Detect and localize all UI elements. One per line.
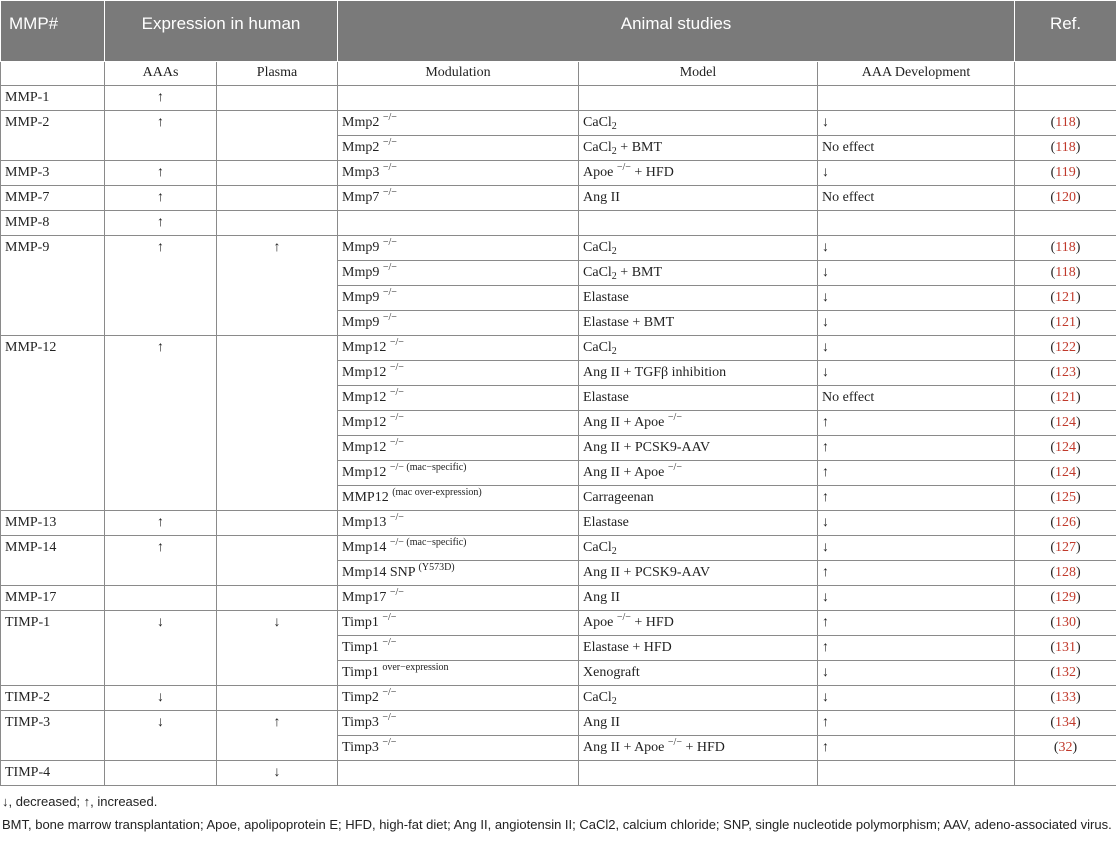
table-row: [1, 761, 1116, 786]
cell-model: CaCl$_2$: [579, 686, 818, 711]
cell-model: CaCl$_2$: [579, 336, 818, 361]
cell-ref: (118): [1015, 136, 1116, 161]
modulation-name: Mmp9: [342, 265, 380, 280]
cell-ref: (126): [1015, 511, 1116, 536]
cell-ref: (118): [1015, 111, 1116, 136]
cell-aaas: ↑: [105, 511, 217, 536]
table-notes: [0, 786, 1116, 835]
modulation-superscript: −/−: [389, 587, 404, 598]
subheader-empty: [1, 62, 105, 86]
cell-model: CaCl$_2$ + BMT: [579, 136, 818, 161]
modulation-superscript: −/−: [382, 162, 397, 173]
cell-development: ↓: [818, 236, 1015, 261]
cell-development: No effect: [818, 386, 1015, 411]
cell-mmp: TIMP-4: [1, 761, 105, 786]
reference-link[interactable]: 122: [1055, 340, 1077, 355]
cell-modulation: [338, 111, 579, 136]
header-row: [1, 1, 1116, 62]
header-ref: Ref.: [1015, 1, 1116, 62]
cell-aaas: ↓: [105, 711, 217, 761]
reference-link[interactable]: 121: [1055, 390, 1077, 405]
cell-plasma: ↑: [217, 236, 338, 336]
reference-link[interactable]: 128: [1055, 565, 1077, 580]
modulation-name: Mmp17: [342, 590, 387, 605]
modulation-name: Timp3: [342, 740, 379, 755]
cell-plasma: [217, 336, 338, 511]
reference-link[interactable]: 118: [1055, 140, 1076, 155]
cell-mmp: MMP-13: [1, 511, 105, 536]
cell-development: ↓: [818, 361, 1015, 386]
cell-mmp: MMP-7: [1, 186, 105, 211]
cell-ref: (122): [1015, 336, 1116, 361]
cell-development: ↑: [818, 561, 1015, 586]
reference-link[interactable]: 130: [1055, 615, 1077, 630]
cell-development: [818, 211, 1015, 236]
cell-plasma: [217, 511, 338, 536]
table-body: [1, 86, 1116, 786]
cell-modulation: [338, 286, 579, 311]
cell-development: ↓: [818, 686, 1015, 711]
cell-modulation: [338, 161, 579, 186]
cell-development: [818, 761, 1015, 786]
cell-development: ↓: [818, 511, 1015, 536]
subheader-ref-empty: [1015, 62, 1116, 86]
cell-ref: (123): [1015, 361, 1116, 386]
cell-modulation: [338, 461, 579, 486]
cell-modulation: [338, 486, 579, 511]
cell-ref: [1015, 211, 1116, 236]
cell-model: CaCl$_2$ + BMT: [579, 261, 818, 286]
cell-mmp: MMP-2: [1, 111, 105, 161]
modulation-name: Mmp7: [342, 190, 380, 205]
cell-ref: (121): [1015, 386, 1116, 411]
cell-ref: (129): [1015, 586, 1116, 611]
cell-modulation: [338, 611, 579, 636]
cell-mmp: MMP-3: [1, 161, 105, 186]
modulation-superscript: −/−: [382, 287, 397, 298]
modulation-name: Mmp12: [342, 415, 387, 430]
cell-mmp: MMP-1: [1, 86, 105, 111]
cell-ref: (120): [1015, 186, 1116, 211]
header-animal-studies: Animal studies: [338, 1, 1015, 62]
reference-link[interactable]: 124: [1055, 465, 1077, 480]
reference-link[interactable]: 125: [1055, 490, 1077, 505]
modulation-name: Timp1: [342, 615, 379, 630]
cell-model: [579, 761, 818, 786]
modulation-name: Mmp12: [342, 465, 387, 480]
cell-model: Elastase + HFD: [579, 636, 818, 661]
cell-aaas: ↑: [105, 111, 217, 161]
cell-model: Ang II: [579, 586, 818, 611]
cell-ref: [1015, 86, 1116, 111]
modulation-name: MMP12: [342, 490, 389, 505]
cell-development: ↑: [818, 486, 1015, 511]
reference-link[interactable]: 129: [1055, 590, 1077, 605]
cell-aaas: ↓: [105, 611, 217, 686]
reference-link[interactable]: 124: [1055, 440, 1077, 455]
table-row: [1, 236, 1116, 261]
cell-ref: (124): [1015, 411, 1116, 436]
cell-ref: (132): [1015, 661, 1116, 686]
cell-mmp: MMP-8: [1, 211, 105, 236]
reference-link[interactable]: 118: [1055, 240, 1076, 255]
modulation-superscript: −/−: [389, 387, 404, 398]
cell-aaas: ↑: [105, 336, 217, 511]
cell-modulation: [338, 311, 579, 336]
cell-ref: (131): [1015, 636, 1116, 661]
table-row: [1, 536, 1116, 561]
legend-note: ↓, decreased; ↑, increased.: [2, 794, 158, 809]
modulation-name: Mmp12: [342, 340, 387, 355]
subheader-aaas: AAAs: [105, 62, 217, 86]
cell-mmp: MMP-9: [1, 236, 105, 336]
modulation-superscript: −/−: [382, 187, 397, 198]
cell-mmp: MMP-17: [1, 586, 105, 611]
modulation-superscript: −/−: [382, 737, 397, 748]
cell-ref: (133): [1015, 686, 1116, 711]
cell-aaas: ↑: [105, 161, 217, 186]
reference-link[interactable]: 127: [1055, 540, 1077, 555]
cell-ref: (128): [1015, 561, 1116, 586]
cell-development: ↓: [818, 536, 1015, 561]
cell-development: ↓: [818, 261, 1015, 286]
cell-model: [579, 86, 818, 111]
cell-model: [579, 211, 818, 236]
cell-ref: (125): [1015, 486, 1116, 511]
subheader-row: [1, 62, 1116, 86]
cell-aaas: ↑: [105, 236, 217, 336]
table-row: [1, 711, 1116, 736]
cell-ref: [1015, 761, 1116, 786]
cell-development: No effect: [818, 136, 1015, 161]
subheader-development: AAA Development: [818, 62, 1015, 86]
cell-model: Apoe −/− + HFD: [579, 161, 818, 186]
modulation-name: Mmp2: [342, 140, 380, 155]
cell-model: CaCl$_2$: [579, 536, 818, 561]
cell-modulation: [338, 561, 579, 586]
cell-development: No effect: [818, 186, 1015, 211]
modulation-superscript: −/− (mac−specific): [389, 537, 467, 548]
reference-link[interactable]: 132: [1055, 665, 1077, 680]
table-row: [1, 611, 1116, 636]
cell-development: ↑: [818, 636, 1015, 661]
subheader-modulation: Modulation: [338, 62, 579, 86]
cell-model: Carrageenan: [579, 486, 818, 511]
modulation-name: Timp3: [342, 715, 379, 730]
reference-link[interactable]: 120: [1055, 190, 1077, 205]
cell-plasma: ↑: [217, 711, 338, 761]
subheader-plasma: Plasma: [217, 62, 338, 86]
cell-model: Ang II + Apoe −/− + HFD: [579, 736, 818, 761]
reference-link[interactable]: 134: [1055, 715, 1077, 730]
cell-plasma: ↓: [217, 761, 338, 786]
reference-link[interactable]: 121: [1055, 315, 1077, 330]
cell-model: Xenograft: [579, 661, 818, 686]
modulation-superscript: −/− (mac−specific): [389, 462, 467, 473]
modulation-name: Mmp14 SNP: [342, 565, 416, 580]
cell-development: ↓: [818, 336, 1015, 361]
modulation-superscript: −/−: [382, 687, 397, 698]
modulation-name: Timp1: [342, 640, 379, 655]
table-row: [1, 86, 1116, 111]
table-row: [1, 211, 1116, 236]
table-row: [1, 186, 1116, 211]
table-row: [1, 686, 1116, 711]
cell-model: Elastase: [579, 286, 818, 311]
cell-model: Elastase: [579, 386, 818, 411]
cell-modulation: [338, 511, 579, 536]
cell-model: Ang II: [579, 711, 818, 736]
cell-development: ↓: [818, 311, 1015, 336]
cell-ref: (134): [1015, 711, 1116, 736]
cell-modulation: [338, 411, 579, 436]
cell-development: ↑: [818, 436, 1015, 461]
modulation-superscript: −/−: [389, 412, 404, 423]
reference-link[interactable]: 32: [1058, 740, 1073, 755]
cell-development: ↑: [818, 611, 1015, 636]
reference-link[interactable]: 124: [1055, 415, 1077, 430]
cell-model: Ang II + Apoe −/−: [579, 461, 818, 486]
cell-modulation: [338, 736, 579, 761]
modulation-superscript: −/−: [382, 312, 397, 323]
cell-ref: (124): [1015, 436, 1116, 461]
cell-modulation: [338, 711, 579, 736]
cell-development: ↓: [818, 111, 1015, 136]
cell-modulation: [338, 86, 579, 111]
cell-plasma: [217, 586, 338, 611]
cell-ref: (121): [1015, 286, 1116, 311]
cell-development: [818, 86, 1015, 111]
cell-model: Ang II: [579, 186, 818, 211]
cell-plasma: [217, 161, 338, 186]
cell-plasma: [217, 211, 338, 236]
cell-model: CaCl$_2$: [579, 236, 818, 261]
cell-model: Elastase: [579, 511, 818, 536]
cell-plasma: [217, 86, 338, 111]
cell-mmp: TIMP-2: [1, 686, 105, 711]
reference-link[interactable]: 118: [1055, 115, 1076, 130]
cell-modulation: [338, 586, 579, 611]
modulation-superscript: −/−: [389, 512, 404, 523]
modulation-superscript: −/−: [382, 637, 397, 648]
cell-aaas: ↑: [105, 86, 217, 111]
cell-modulation: [338, 136, 579, 161]
modulation-superscript: −/−: [382, 712, 397, 723]
modulation-superscript: −/−: [382, 262, 397, 273]
cell-plasma: [217, 686, 338, 711]
modulation-superscript: −/−: [382, 112, 397, 123]
cell-ref: (118): [1015, 236, 1116, 261]
cell-modulation: [338, 386, 579, 411]
cell-model: Ang II + PCSK9-AAV: [579, 561, 818, 586]
cell-plasma: [217, 536, 338, 586]
cell-ref: (130): [1015, 611, 1116, 636]
cell-model: Ang II + Apoe −/−: [579, 411, 818, 436]
cell-modulation: [338, 336, 579, 361]
cell-modulation: [338, 686, 579, 711]
cell-development: ↑: [818, 461, 1015, 486]
modulation-superscript: −/−: [382, 612, 397, 623]
modulation-name: Timp2: [342, 690, 379, 705]
cell-ref: (32): [1015, 736, 1116, 761]
modulation-superscript: over−expression: [382, 662, 449, 673]
abbreviations-note: BMT, bone marrow transplantation; Apoe, apolipoprotein E; HFD, high-fat diet; Ang II, angiotensin II; CaCl2, calcium chloride; SNP, single nucleotide polymorphism; AAV, adeno-associated virus.: [2, 817, 1112, 832]
reference-link[interactable]: 133: [1055, 690, 1077, 705]
modulation-name: Mmp9: [342, 315, 380, 330]
cell-modulation: [338, 361, 579, 386]
cell-mmp: TIMP-1: [1, 611, 105, 686]
cell-modulation: [338, 236, 579, 261]
cell-plasma: [217, 111, 338, 161]
cell-aaas: [105, 586, 217, 611]
cell-modulation: [338, 436, 579, 461]
cell-ref: (119): [1015, 161, 1116, 186]
header-mmp: MMP#: [1, 1, 105, 62]
modulation-superscript: −/−: [389, 437, 404, 448]
modulation-name: Mmp9: [342, 290, 380, 305]
modulation-name: Mmp12: [342, 390, 387, 405]
cell-plasma: [217, 186, 338, 211]
cell-modulation: [338, 261, 579, 286]
cell-mmp: MMP-14: [1, 536, 105, 586]
cell-model: Ang II + PCSK9-AAV: [579, 436, 818, 461]
cell-development: ↓: [818, 661, 1015, 686]
cell-development: ↑: [818, 411, 1015, 436]
modulation-name: Mmp12: [342, 365, 387, 380]
modulation-name: Mmp14: [342, 540, 387, 555]
modulation-name: Mmp9: [342, 240, 380, 255]
table-row: [1, 586, 1116, 611]
table-row: [1, 161, 1116, 186]
cell-aaas: ↓: [105, 686, 217, 711]
modulation-name: Mmp13: [342, 515, 387, 530]
reference-link[interactable]: 119: [1055, 165, 1076, 180]
cell-modulation: [338, 661, 579, 686]
reference-link[interactable]: 123: [1055, 365, 1077, 380]
cell-modulation: [338, 636, 579, 661]
modulation-superscript: −/−: [389, 362, 404, 373]
cell-development: ↑: [818, 736, 1015, 761]
modulation-name: Mmp12: [342, 440, 387, 455]
modulation-name: Mmp2: [342, 115, 380, 130]
modulation-superscript: −/−: [382, 137, 397, 148]
reference-link[interactable]: 118: [1055, 265, 1076, 280]
cell-model: Elastase + BMT: [579, 311, 818, 336]
cell-modulation: [338, 186, 579, 211]
modulation-name: Timp1: [342, 665, 379, 680]
cell-development: ↓: [818, 586, 1015, 611]
reference-link[interactable]: 126: [1055, 515, 1077, 530]
modulation-superscript: (Y573D): [418, 562, 455, 573]
cell-ref: (118): [1015, 261, 1116, 286]
cell-ref: (124): [1015, 461, 1116, 486]
cell-aaas: ↑: [105, 211, 217, 236]
cell-aaas: [105, 761, 217, 786]
cell-modulation: [338, 211, 579, 236]
reference-link[interactable]: 131: [1055, 640, 1077, 655]
modulation-name: Mmp3: [342, 165, 380, 180]
cell-development: ↑: [818, 711, 1015, 736]
cell-model: Ang II + TGFβ inhibition: [579, 361, 818, 386]
cell-modulation: [338, 761, 579, 786]
cell-ref: (121): [1015, 311, 1116, 336]
reference-link[interactable]: 121: [1055, 290, 1077, 305]
cell-mmp: MMP-12: [1, 336, 105, 511]
cell-aaas: ↑: [105, 186, 217, 211]
cell-development: ↓: [818, 286, 1015, 311]
header-expression: Expression in human: [105, 1, 338, 62]
cell-modulation: [338, 536, 579, 561]
cell-development: ↓: [818, 161, 1015, 186]
modulation-superscript: (mac over-expression): [392, 487, 482, 498]
modulation-superscript: −/−: [382, 237, 397, 248]
subheader-model: Model: [579, 62, 818, 86]
modulation-superscript: −/−: [389, 337, 404, 348]
table-row: [1, 511, 1116, 536]
cell-model: CaCl$_2$: [579, 111, 818, 136]
table-row: [1, 111, 1116, 136]
cell-model: Apoe −/− + HFD: [579, 611, 818, 636]
cell-mmp: TIMP-3: [1, 711, 105, 761]
cell-ref: (127): [1015, 536, 1116, 561]
table-row: [1, 336, 1116, 361]
cell-aaas: ↑: [105, 536, 217, 586]
cell-plasma: ↓: [217, 611, 338, 686]
